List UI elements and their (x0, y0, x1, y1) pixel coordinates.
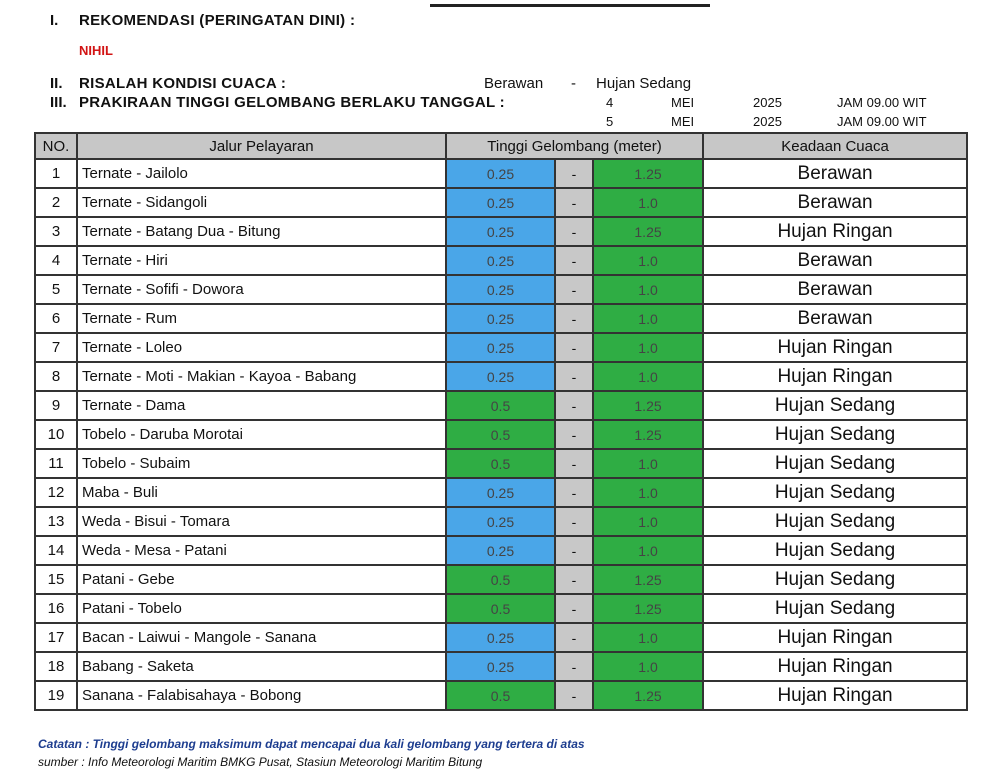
wave-min: 0.25 (446, 652, 555, 681)
table-row (35, 217, 967, 246)
route-name: Ternate - Sidangoli (77, 188, 446, 217)
table-row (35, 362, 967, 391)
table-row (35, 275, 967, 304)
row-number: 1 (35, 159, 77, 188)
section-3-title: PRAKIRAAN TINGGI GELOMBANG BERLAKU TANGGAL : (79, 94, 505, 111)
wave-max: 1.25 (593, 594, 703, 623)
route-name: Weda - Mesa - Patani (77, 536, 446, 565)
wave-min: 0.25 (446, 623, 555, 652)
weather-summary-a: Berawan (484, 75, 544, 92)
validity-day-2: 5 (606, 114, 614, 129)
weather-condition: Hujan Sedang (703, 594, 967, 623)
wave-separator: - (555, 246, 593, 275)
table-row (35, 681, 967, 710)
wave-separator: - (555, 333, 593, 362)
header-weather: Keadaan Cuaca (703, 133, 967, 159)
wave-max: 1.0 (593, 623, 703, 652)
wave-separator: - (555, 217, 593, 246)
wave-min: 0.5 (446, 420, 555, 449)
wave-min: 0.25 (446, 188, 555, 217)
weather-condition: Hujan Sedang (703, 565, 967, 594)
row-number: 8 (35, 362, 77, 391)
wave-separator: - (555, 594, 593, 623)
row-number: 13 (35, 507, 77, 536)
wave-min: 0.25 (446, 275, 555, 304)
row-number: 3 (35, 217, 77, 246)
route-name: Tobelo - Subaim (77, 449, 446, 478)
row-number: 6 (35, 304, 77, 333)
validity-month-1: MEI (671, 95, 695, 110)
wave-separator: - (555, 362, 593, 391)
wave-max: 1.0 (593, 478, 703, 507)
validity-time-2: JAM 09.00 WIT (837, 114, 927, 129)
wave-max: 1.0 (593, 362, 703, 391)
table-row (35, 565, 967, 594)
wave-separator: - (555, 536, 593, 565)
route-name: Maba - Buli (77, 478, 446, 507)
section-2-title: RISALAH KONDISI CUACA : (79, 75, 287, 92)
row-number: 4 (35, 246, 77, 275)
row-number: 14 (35, 536, 77, 565)
wave-min: 0.5 (446, 565, 555, 594)
wave-separator: - (555, 507, 593, 536)
table-row (35, 594, 967, 623)
row-number: 19 (35, 681, 77, 710)
title-underline (430, 0, 710, 7)
row-number: 15 (35, 565, 77, 594)
weather-condition: Hujan Ringan (703, 362, 967, 391)
route-name: Ternate - Hiri (77, 246, 446, 275)
table-row (35, 478, 967, 507)
route-name: Ternate - Batang Dua - Bitung (77, 217, 446, 246)
weather-condition: Hujan Sedang (703, 507, 967, 536)
wave-min: 0.5 (446, 449, 555, 478)
route-name: Tobelo - Daruba Morotai (77, 420, 446, 449)
weather-condition: Berawan (703, 188, 967, 217)
wave-separator: - (555, 623, 593, 652)
wave-min: 0.5 (446, 391, 555, 420)
weather-condition: Hujan Ringan (703, 623, 967, 652)
row-number: 17 (35, 623, 77, 652)
wave-forecast-table (34, 132, 968, 711)
wave-separator: - (555, 188, 593, 217)
table-row (35, 623, 967, 652)
wave-min: 0.25 (446, 246, 555, 275)
table-row (35, 188, 967, 217)
weather-condition: Hujan Sedang (703, 478, 967, 507)
table-header-row (35, 133, 967, 159)
wave-max: 1.0 (593, 536, 703, 565)
wave-min: 0.25 (446, 536, 555, 565)
table-row (35, 507, 967, 536)
route-name: Bacan - Laiwui - Mangole - Sanana (77, 623, 446, 652)
wave-separator: - (555, 420, 593, 449)
wave-separator: - (555, 275, 593, 304)
wave-max: 1.0 (593, 188, 703, 217)
header-no: NO. (35, 133, 77, 159)
table-row (35, 159, 967, 188)
row-number: 9 (35, 391, 77, 420)
route-name: Ternate - Sofifi - Dowora (77, 275, 446, 304)
weather-condition: Berawan (703, 275, 967, 304)
route-name: Babang - Saketa (77, 652, 446, 681)
weather-condition: Berawan (703, 159, 967, 188)
wave-max: 1.0 (593, 275, 703, 304)
wave-min: 0.25 (446, 159, 555, 188)
wave-separator: - (555, 478, 593, 507)
validity-time-1: JAM 09.00 WIT (837, 95, 927, 110)
route-name: Weda - Bisui - Tomara (77, 507, 446, 536)
weather-condition: Hujan Ringan (703, 681, 967, 710)
weather-condition: Hujan Sedang (703, 536, 967, 565)
table-row (35, 391, 967, 420)
section-2-number: II. (50, 75, 63, 92)
table-row (35, 304, 967, 333)
table-row (35, 333, 967, 362)
wave-separator: - (555, 391, 593, 420)
wave-max: 1.0 (593, 507, 703, 536)
weather-condition: Berawan (703, 246, 967, 275)
route-name: Ternate - Loleo (77, 333, 446, 362)
validity-month-2: MEI (671, 114, 695, 129)
validity-year-2: 2025 (753, 114, 782, 129)
wave-min: 0.25 (446, 304, 555, 333)
wave-max: 1.0 (593, 333, 703, 362)
header-wave-height: Tinggi Gelombang (meter) (446, 133, 703, 159)
wave-min: 0.25 (446, 362, 555, 391)
table-row (35, 652, 967, 681)
wave-max: 1.0 (593, 246, 703, 275)
wave-max: 1.25 (593, 565, 703, 594)
row-number: 11 (35, 449, 77, 478)
header-route: Jalur Pelayaran (77, 133, 446, 159)
wave-max: 1.0 (593, 652, 703, 681)
wave-max: 1.25 (593, 420, 703, 449)
wave-max: 1.25 (593, 391, 703, 420)
section-1-title: REKOMENDASI (PERINGATAN DINI) : (79, 12, 356, 29)
warning-value: NIHIL (79, 43, 113, 58)
validity-day-1: 4 (606, 95, 614, 110)
row-number: 7 (35, 333, 77, 362)
wave-max: 1.0 (593, 304, 703, 333)
source-note: sumber : Info Meteorologi Maritim BMKG Pusat, Stasiun Meteorologi Maritim Bitung (38, 755, 483, 769)
table-row (35, 246, 967, 275)
validity-year-1: 2025 (753, 95, 782, 110)
row-number: 5 (35, 275, 77, 304)
wave-separator: - (555, 159, 593, 188)
route-name: Ternate - Moti - Makian - Kayoa - Babang (77, 362, 446, 391)
weather-condition: Berawan (703, 304, 967, 333)
wave-separator: - (555, 304, 593, 333)
wave-min: 0.25 (446, 478, 555, 507)
wave-max: 1.0 (593, 449, 703, 478)
weather-condition: Hujan Ringan (703, 652, 967, 681)
row-number: 2 (35, 188, 77, 217)
row-number: 10 (35, 420, 77, 449)
footnote: Catatan : Tinggi gelombang maksimum dapat mencapai dua kali gelombang yang tertera di atas (38, 737, 585, 751)
wave-min: 0.25 (446, 507, 555, 536)
wave-min: 0.25 (446, 217, 555, 246)
weather-condition: Hujan Sedang (703, 420, 967, 449)
wave-min: 0.25 (446, 333, 555, 362)
wave-separator: - (555, 565, 593, 594)
wave-separator: - (555, 652, 593, 681)
route-name: Patani - Tobelo (77, 594, 446, 623)
section-3-number: III. (50, 94, 67, 111)
table-row (35, 449, 967, 478)
wave-max: 1.25 (593, 217, 703, 246)
weather-summary-sep: - (571, 75, 576, 92)
weather-summary-b: Hujan Sedang (596, 75, 692, 92)
table-row (35, 420, 967, 449)
wave-separator: - (555, 681, 593, 710)
wave-max: 1.25 (593, 159, 703, 188)
wave-min: 0.5 (446, 594, 555, 623)
row-number: 12 (35, 478, 77, 507)
wave-separator: - (555, 449, 593, 478)
route-name: Ternate - Dama (77, 391, 446, 420)
wave-min: 0.5 (446, 681, 555, 710)
wave-max: 1.25 (593, 681, 703, 710)
weather-condition: Hujan Ringan (703, 217, 967, 246)
weather-condition: Hujan Sedang (703, 449, 967, 478)
weather-condition: Hujan Sedang (703, 391, 967, 420)
section-1-number: I. (50, 12, 59, 29)
weather-condition: Hujan Ringan (703, 333, 967, 362)
route-name: Sanana - Falabisahaya - Bobong (77, 681, 446, 710)
row-number: 16 (35, 594, 77, 623)
route-name: Ternate - Jailolo (77, 159, 446, 188)
route-name: Ternate - Rum (77, 304, 446, 333)
route-name: Patani - Gebe (77, 565, 446, 594)
row-number: 18 (35, 652, 77, 681)
table-row (35, 536, 967, 565)
